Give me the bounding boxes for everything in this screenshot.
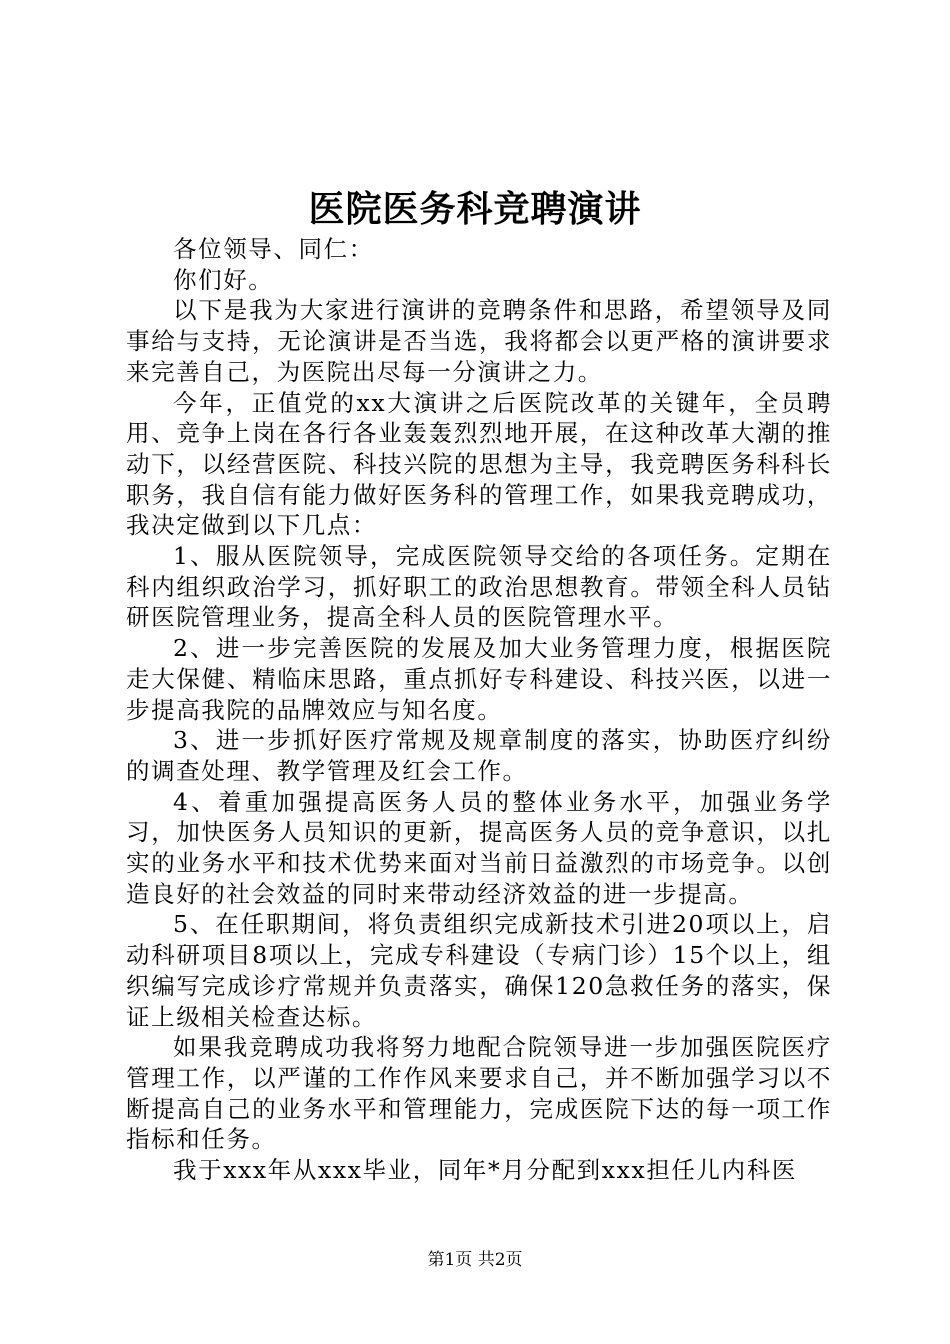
list-item-3: 3、进一步抓好医疗常规及规章制度的落实，协助医疗纠纷的调查处理、教学管理及红会工作。 (126, 726, 832, 785)
body-paragraph: 我于xxx年从xxx毕业，同年*月分配到xxx担任儿内科医 (173, 1156, 797, 1185)
list-item-4: 4、着重加强提高医务人员的整体业务水平，加强业务学习，加快医务人员知识的更新，提高医务人员的竞争意识，以扎实的业务水平和技术优势来面对当前日益激烈的市场竞争。以创造良好的社会效益的同时来带动经济效益的进一步提高。 (126, 787, 832, 908)
body-paragraph: 如果我竞聘成功我将努力地配合院领导进一步加强医院医疗管理工作，以严谨的工作作风来要求自己，并不断加强学习以不断提高自己的业务水平和管理能力，完成医院下达的每一项工作指标和任务。 (126, 1033, 832, 1154)
page-footer: 第1页 共2页 (427, 1250, 523, 1270)
list-item-5: 5、在任职期间，将负责组织完成新技术引进20项以上，启动科研项目8项以上，完成专科建设（专病门诊）15个以上，组织编写完成诊疗常规并负责落实，确保120急救任务的落实，保证上级相关检查达标。 (126, 910, 832, 1031)
body-paragraph: 以下是我为大家进行演讲的竞聘条件和思路，希望领导及同事给与支持，无论演讲是否当选，我将都会以更严格的演讲要求来完善自己，为医院出尽每一分演讲之力。 (126, 296, 832, 386)
salutation-line: 你们好。 (173, 265, 274, 294)
greeting-line: 各位领导、同仁： (173, 235, 374, 263)
document-title: 医院医务科竞聘演讲 (308, 188, 642, 230)
list-item-1: 1、服从医院领导，完成医院领导交给的各项任务。定期在科内组织政治学习，抓好职工的政治思想教育。带领全科人员钻研医院管理业务，提高全科人员的医院管理水平。 (126, 542, 832, 632)
body-paragraph: 今年，正值党的xx大演讲之后医院改革的关键年，全员聘用、竞争上岗在各行各业轰轰烈烈地开展，在这种改革大潮的推动下，以经营医院、科技兴院的思想为主导，我竞聘医务科科长职务，我自信有能力做好医务科的管理工作，如果我竞聘成功，我决定做到以下几点： (126, 388, 832, 540)
list-item-2: 2、进一步完善医院的发展及加大业务管理力度，根据医院走大保健、精临床思路，重点抓好专科建设、科技兴医，以进一步提高我院的品牌效应与知名度。 (126, 634, 832, 724)
document-body (126, 234, 832, 1186)
